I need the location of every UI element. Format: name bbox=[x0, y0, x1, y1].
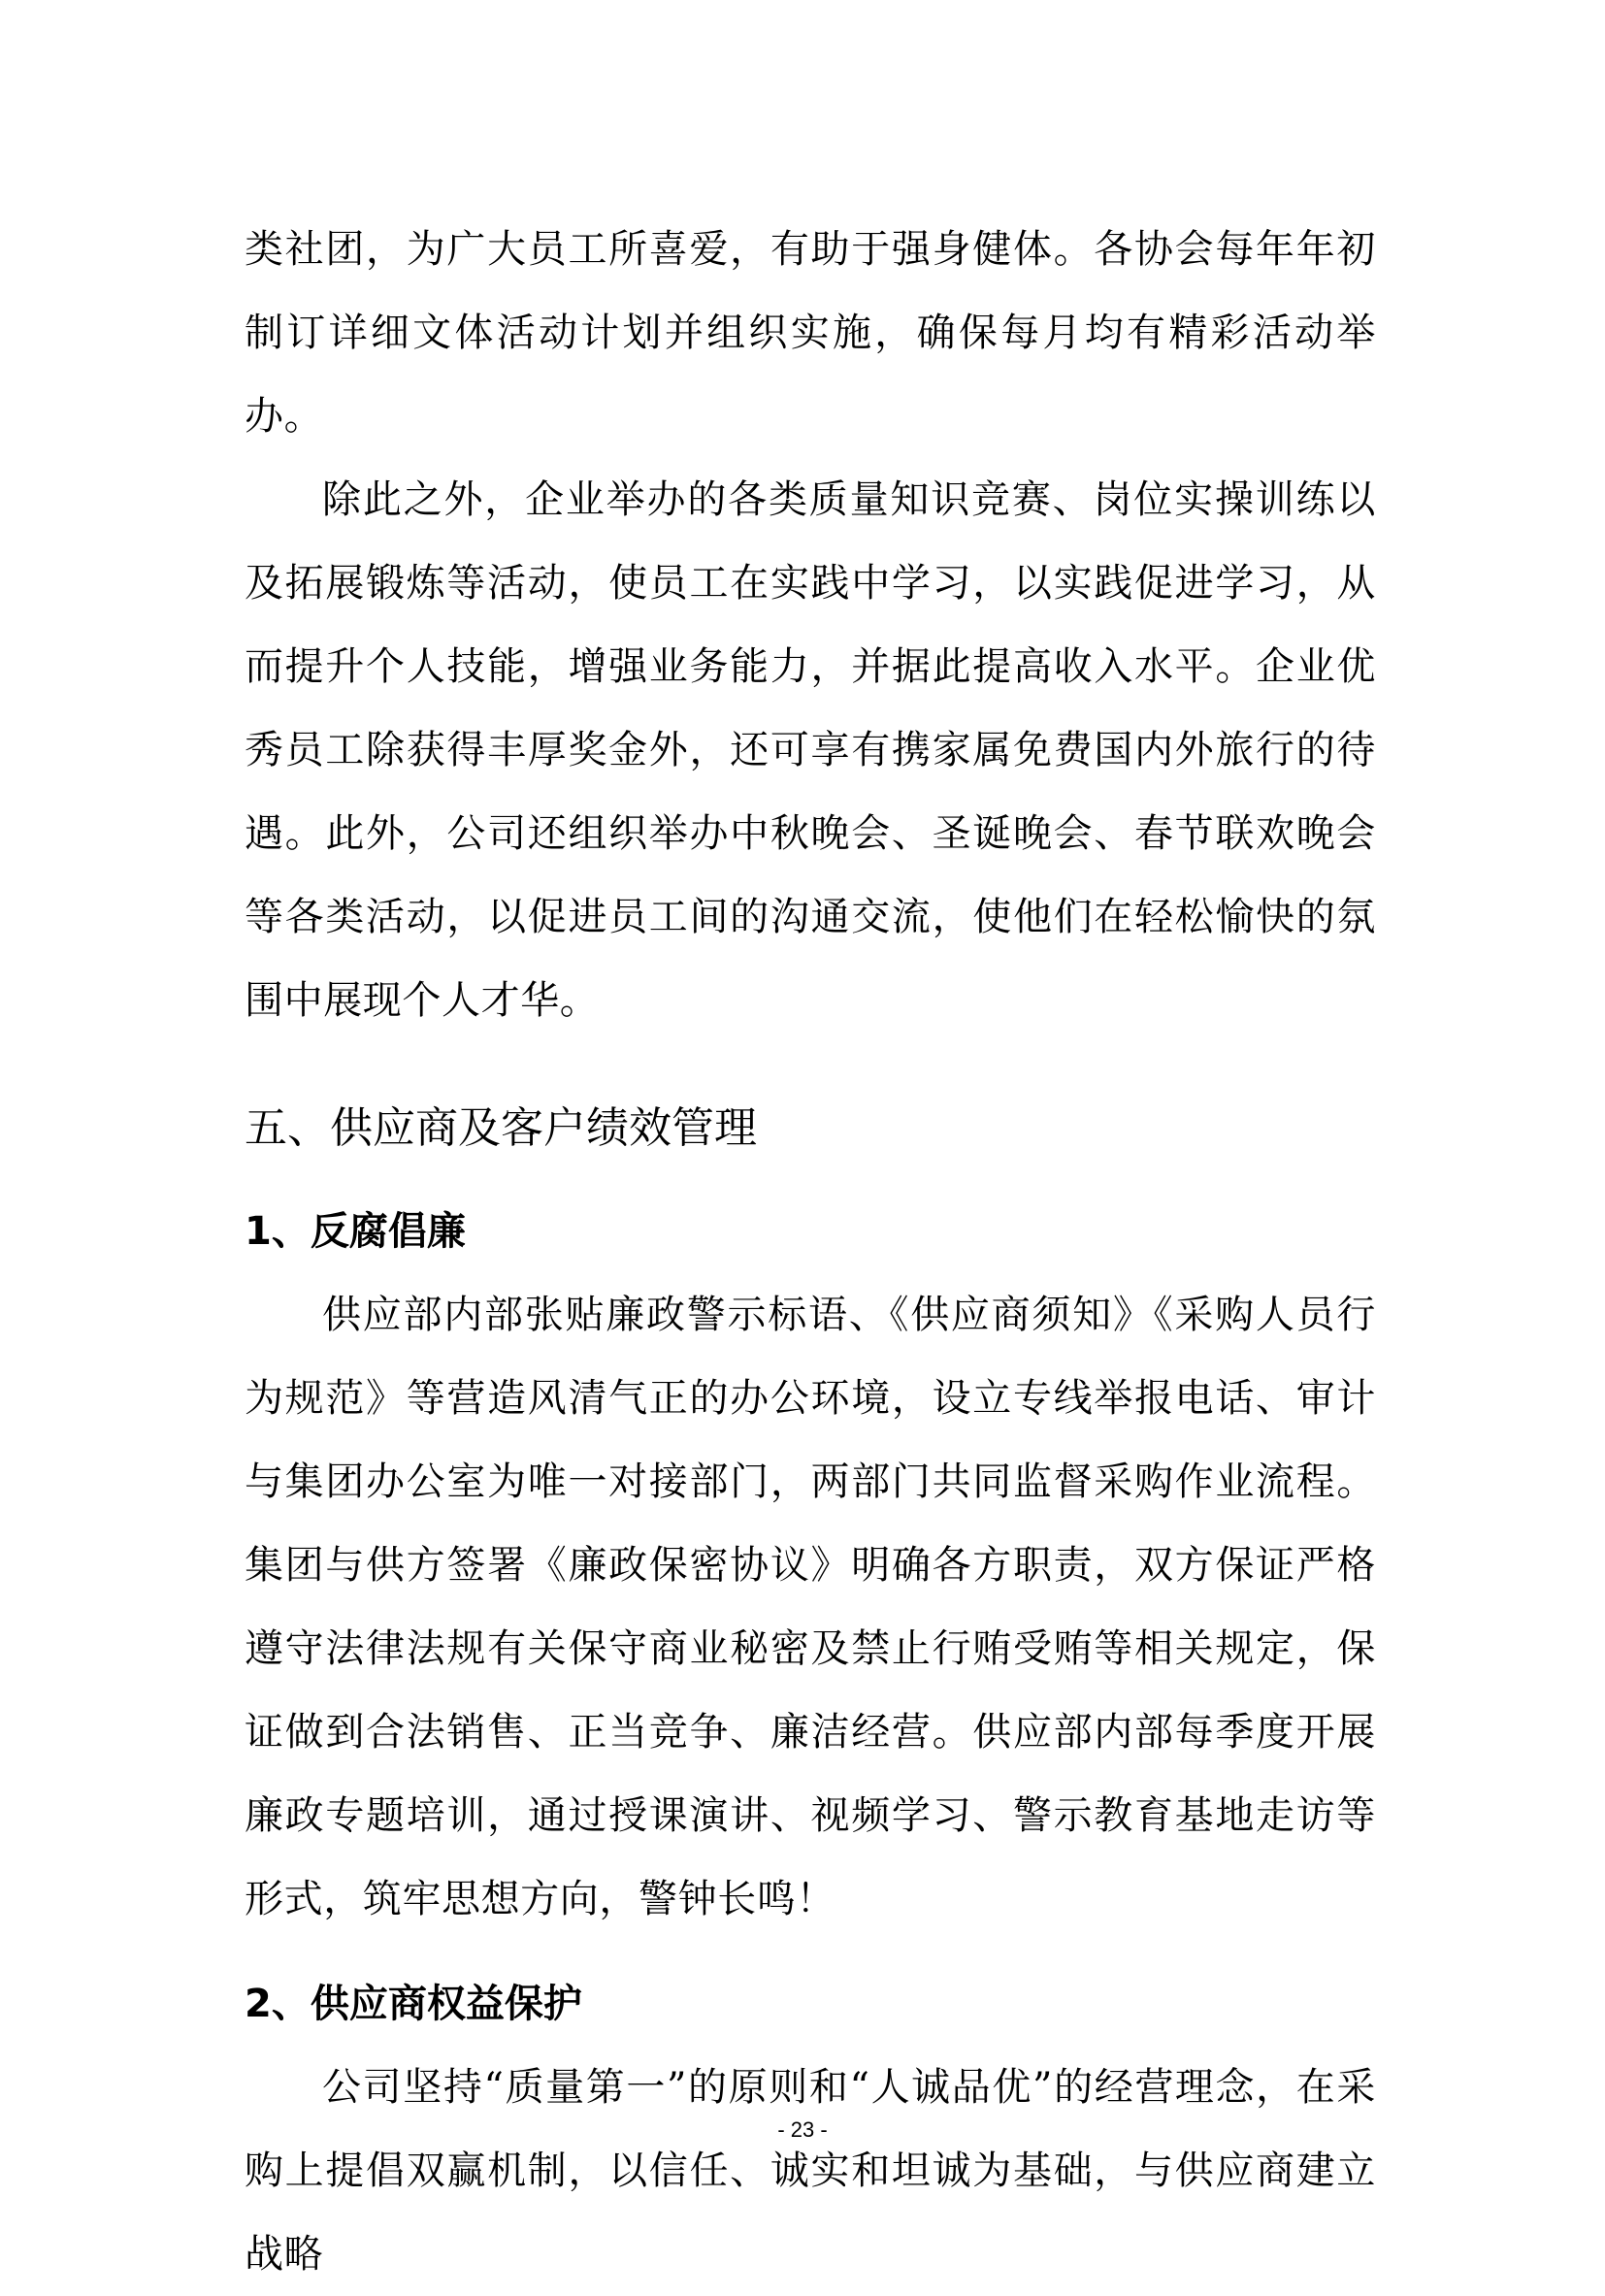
section-heading: 五、供应商及客户绩效管理 bbox=[245, 1103, 757, 1153]
page-content bbox=[245, 208, 1376, 2296]
paragraph-anti-corruption: 供应部内部张贴廉政警示标语、《供应商须知》《采购人员行为规范》等营造风清气正的办公环境，设立专线举报电话、审计与集团办公室为唯一对接部门，两部门共同监督采购作业流程。集团与供方签署《廉政保密协议》明确各方职责，双方保证严格遵守法律法规有关保守商业秘密及禁止行贿受贿等相关规定，保证做到合法销售、正当竞争、廉洁经营。供应部内部每季度开展廉政专题培训，通过授课演讲、视频学习、警示教育基地走访等形式，筑牢思想方向，警钟长鸣！ bbox=[245, 1293, 1376, 1921]
subsection-heading-supplier-rights: 2、供应商权益保护 bbox=[245, 1982, 582, 2026]
subsection-heading-anti-corruption: 1、反腐倡廉 bbox=[245, 1209, 466, 1254]
page-number: - 23 - bbox=[777, 2117, 828, 2142]
paragraph-continued: 类社团，为广大员工所喜爱，有助于强身健体。各协会每年年初制订详细文体活动计划并组织实施，确保每月均有精彩活动举办。 bbox=[245, 227, 1376, 439]
paragraph-activities: 除此之外，企业举办的各类质量知识竞赛、岗位实操训练以及拓展锻炼等活动，使员工在实践中学习，以实践促进学习，从而提升个人技能，增强业务能力，并据此提高收入水平。企业优秀员工除获得丰厚奖金外，还可享有携家属免费国内外旅行的待遇。此外，公司还组织举办中秋晚会、圣诞晚会、春节联欢晚会等各类活动，以促进员工间的沟通交流，使他们在轻松愉快的氛围中展现个人才华。 bbox=[245, 477, 1376, 1023]
paragraph-supplier-rights: 公司坚持“质量第一”的原则和“人诚品优”的经营理念，在采购上提倡双赢机制，以信任、诚实和坦诚为基础，与供应商建立战略 bbox=[245, 2065, 1376, 2277]
